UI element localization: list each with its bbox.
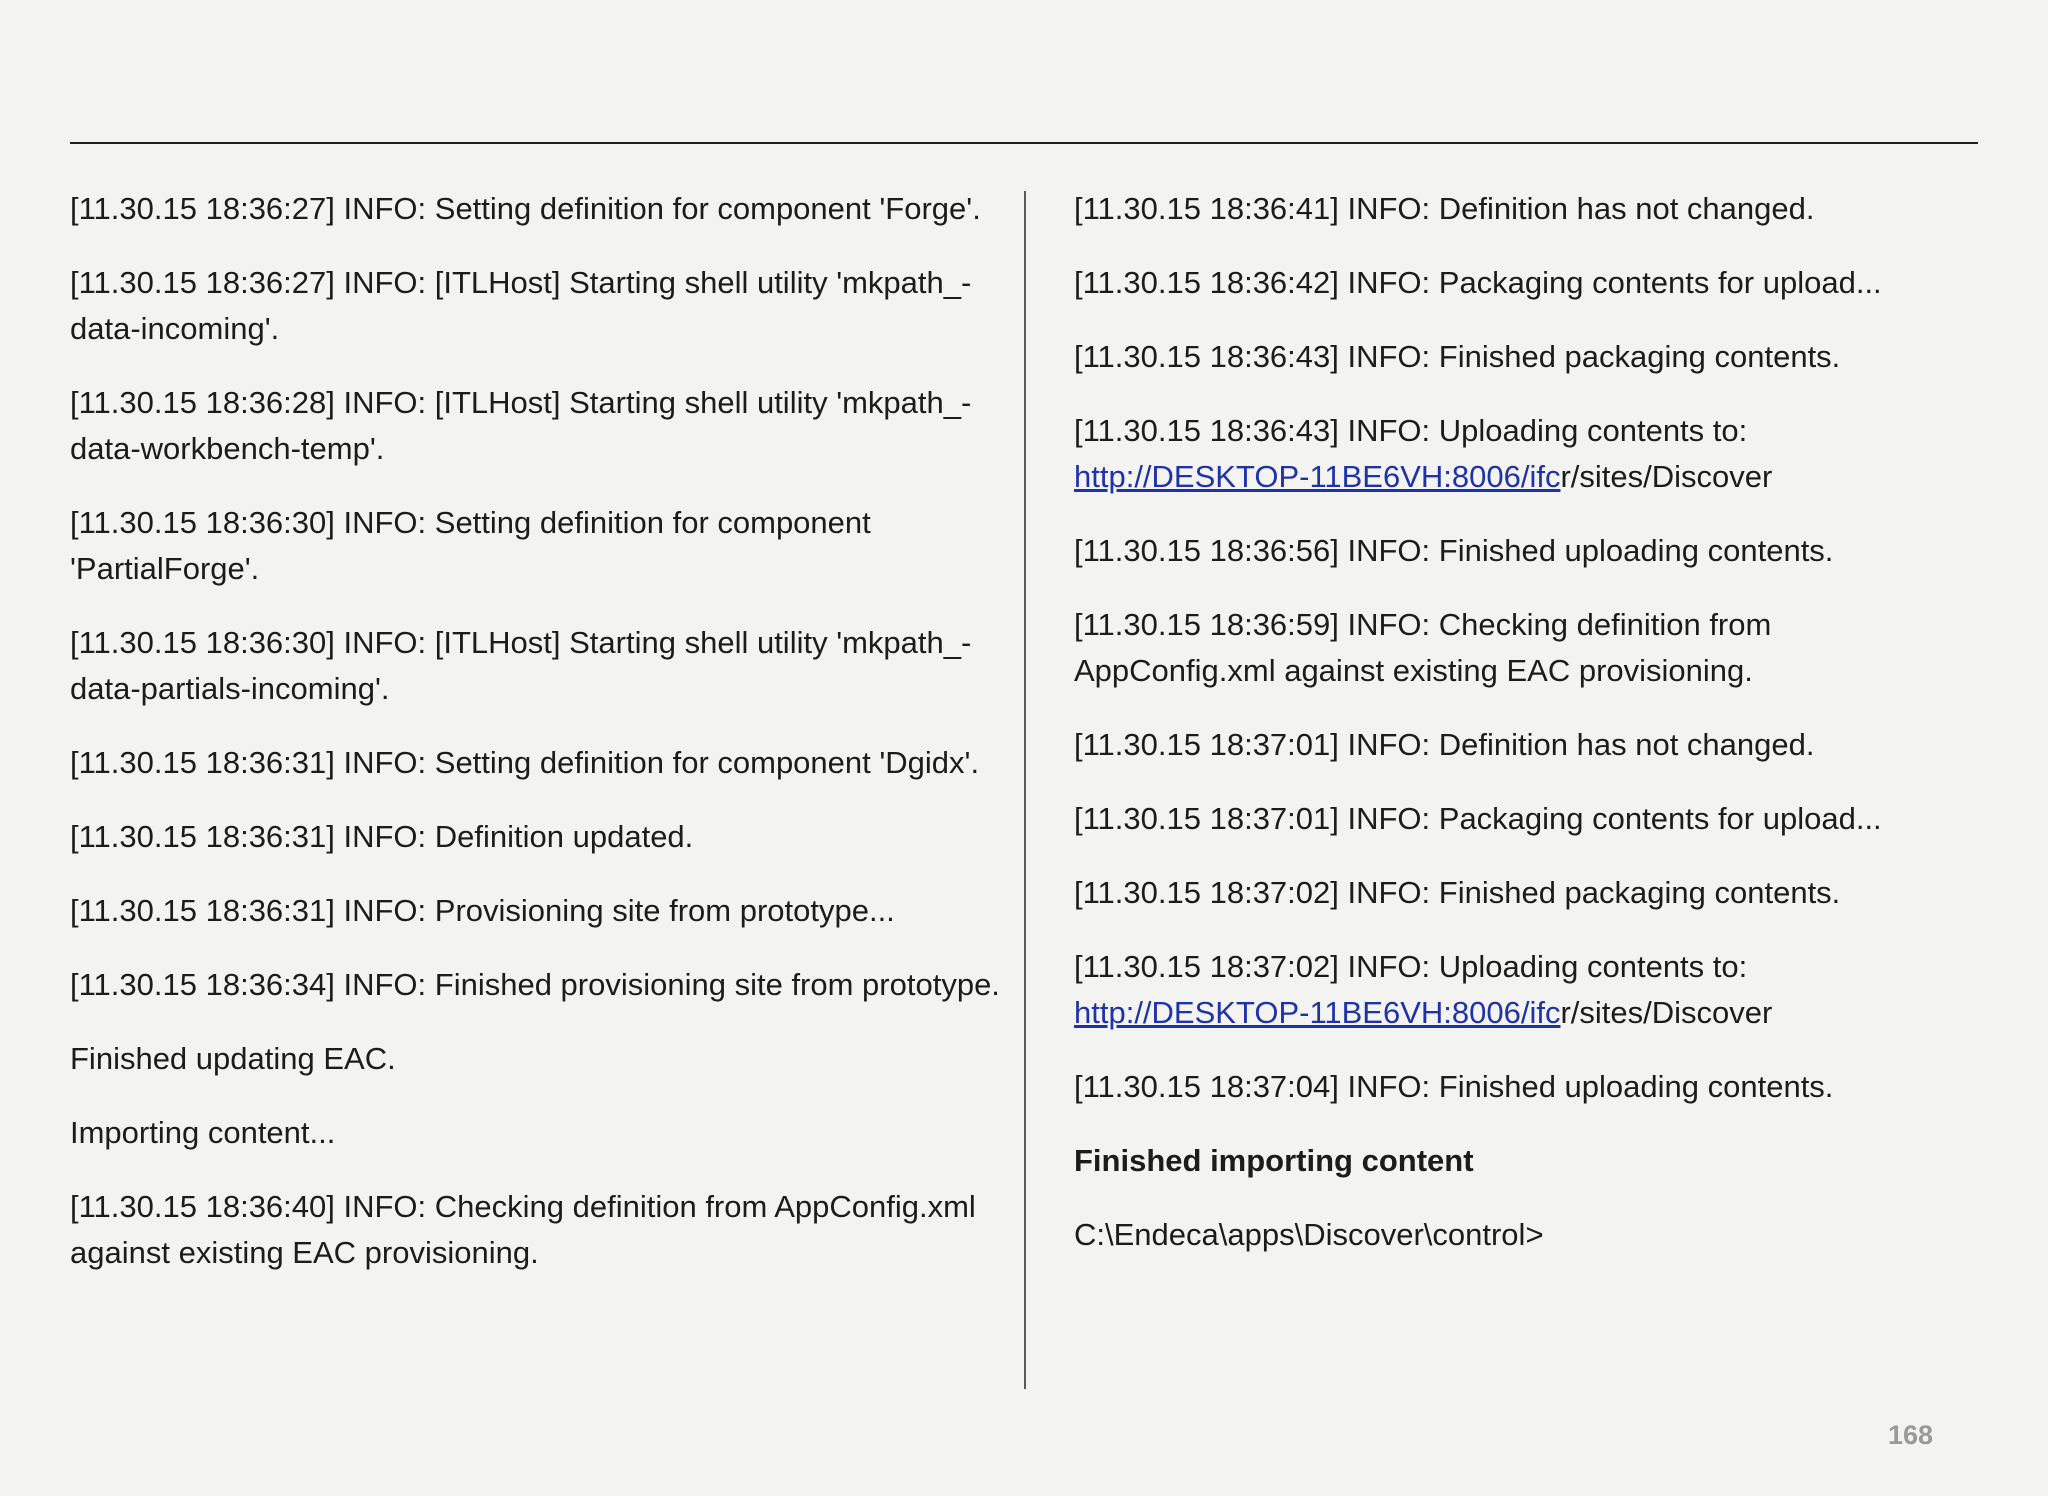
- log-entry: [11.30.15 18:37:04] INFO: Finished uploading contents.: [1074, 1069, 1834, 1104]
- log-entry: [11.30.15 18:36:56] INFO: Finished uploading contents.: [1074, 533, 1834, 568]
- log-entry: [11.30.15 18:37:02] INFO: Finished packaging contents.: [1074, 875, 1841, 910]
- log-column-right: [1074, 186, 1974, 1286]
- status-line: Finished updating EAC.: [70, 1041, 396, 1076]
- log-entry: [11.30.15 18:36:28] INFO: [ITLHost] Starting shell utility 'mkpath_-data-workbench-temp'.: [70, 385, 972, 466]
- log-entry: [11.30.15 18:36:30] INFO: [ITLHost] Starting shell utility 'mkpath_-data-partials-incoming'.: [70, 625, 972, 706]
- log-entry: [11.30.15 18:36:40] INFO: Checking definition from AppConfig.xml against existing EAC provisioning.: [70, 1189, 976, 1270]
- import-finished-heading: Finished importing content: [1074, 1143, 1474, 1178]
- log-entry: [11.30.15 18:36:31] INFO: Provisioning site from prototype...: [70, 893, 895, 928]
- log-entry-upload: [1074, 944, 1974, 1036]
- log-entry: [11.30.15 18:36:41] INFO: Definition has not changed.: [1074, 191, 1815, 226]
- command-prompt: C:\Endeca\apps\Discover\control>: [1074, 1217, 1544, 1252]
- log-entry: [11.30.15 18:36:43] INFO: Finished packaging contents.: [1074, 339, 1841, 374]
- log-entry: [11.30.15 18:36:31] INFO: Definition updated.: [70, 819, 694, 854]
- column-divider: [1024, 191, 1026, 1389]
- status-line: Importing content...: [70, 1115, 336, 1150]
- log-entry-suffix: r/sites/Discover: [1560, 459, 1773, 494]
- upload-url-link[interactable]: http://DESKTOP-11BE6VH:8006/ifc: [1074, 995, 1561, 1030]
- log-entry-upload: [1074, 408, 1974, 500]
- page-number: 168: [1887, 1420, 1933, 1450]
- log-entry-suffix: r/sites/Discover: [1560, 995, 1773, 1030]
- log-entry: [11.30.15 18:36:27] INFO: [ITLHost] Starting shell utility 'mkpath_-data-incoming'.: [70, 265, 972, 346]
- header-rule: [70, 142, 1978, 144]
- log-entry: [11.30.15 18:36:34] INFO: Finished provisioning site from prototype.: [70, 967, 1000, 1002]
- log-entry: [11.30.15 18:36:59] INFO: Checking definition from AppConfig.xml against existing EAC provisioning.: [1074, 607, 1772, 688]
- log-entry-prefix: [11.30.15 18:36:43] INFO: Uploading contents to:: [1074, 413, 1748, 448]
- upload-url-link[interactable]: http://DESKTOP-11BE6VH:8006/ifc: [1074, 459, 1561, 494]
- log-entry-prefix: [11.30.15 18:37:02] INFO: Uploading contents to:: [1074, 949, 1748, 984]
- log-entry: [11.30.15 18:36:42] INFO: Packaging contents for upload...: [1074, 265, 1882, 300]
- log-entry: [11.30.15 18:37:01] INFO: Packaging contents for upload...: [1074, 801, 1882, 836]
- log-column-left: [70, 186, 1000, 1304]
- log-entry: [11.30.15 18:37:01] INFO: Definition has not changed.: [1074, 727, 1815, 762]
- log-entry: [11.30.15 18:36:31] INFO: Setting definition for component 'Dgidx'.: [70, 745, 980, 780]
- log-entry: [11.30.15 18:36:30] INFO: Setting definition for component 'PartialForge'.: [70, 505, 871, 586]
- log-entry: [11.30.15 18:36:27] INFO: Setting definition for component 'Forge'.: [70, 191, 981, 226]
